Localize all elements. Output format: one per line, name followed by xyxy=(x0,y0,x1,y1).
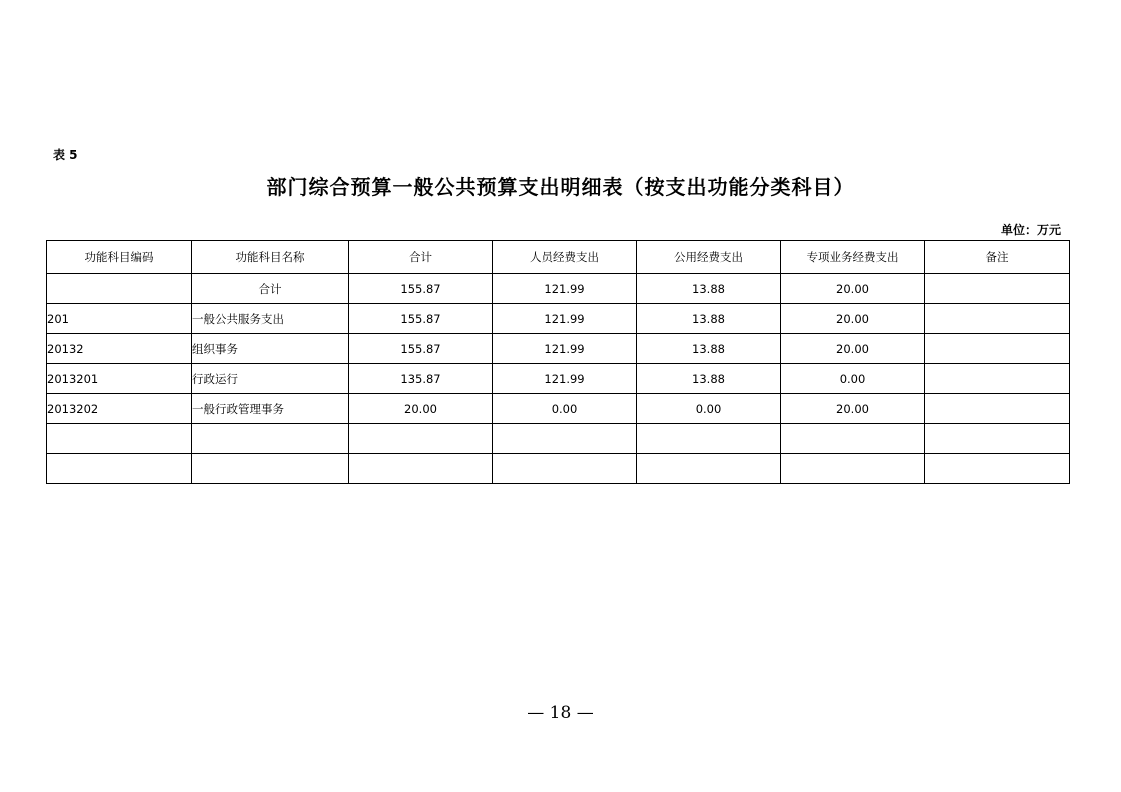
table-row-empty xyxy=(47,424,1070,454)
cell-code: 20132 xyxy=(47,334,192,364)
cell-name xyxy=(192,424,349,454)
cell-special: 20.00 xyxy=(781,304,925,334)
cell-total: 155.87 xyxy=(349,334,493,364)
table-row xyxy=(47,364,1070,394)
cell-note xyxy=(925,424,1070,454)
cell-personnel xyxy=(493,454,637,484)
cell-public: 13.88 xyxy=(637,364,781,394)
table-row-empty xyxy=(47,454,1070,484)
cell-note xyxy=(925,274,1070,304)
cell-personnel: 121.99 xyxy=(493,274,637,304)
cell-name: 行政运行 xyxy=(192,364,349,394)
cell-code xyxy=(47,424,192,454)
cell-name: 合计 xyxy=(192,274,349,304)
column-header-special: 专项业务经费支出 xyxy=(781,241,925,274)
cell-name: 组织事务 xyxy=(192,334,349,364)
cell-code: 2013201 xyxy=(47,364,192,394)
cell-special: 20.00 xyxy=(781,274,925,304)
cell-total xyxy=(349,454,493,484)
cell-note xyxy=(925,334,1070,364)
cell-note xyxy=(925,304,1070,334)
cell-special xyxy=(781,424,925,454)
cell-name xyxy=(192,454,349,484)
cell-special: 20.00 xyxy=(781,334,925,364)
cell-public: 13.88 xyxy=(637,274,781,304)
cell-code: 201 xyxy=(47,304,192,334)
column-header-total: 合计 xyxy=(349,241,493,274)
column-header-note: 备注 xyxy=(925,241,1070,274)
cell-personnel xyxy=(493,424,637,454)
cell-total: 20.00 xyxy=(349,394,493,424)
page-number: — 18 — xyxy=(527,703,594,723)
document-title: 部门综合预算一般公共预算支出明细表（按支出功能分类科目） xyxy=(266,175,855,199)
cell-special: 20.00 xyxy=(781,394,925,424)
table-row xyxy=(47,304,1070,334)
table-header-row xyxy=(47,241,1070,274)
cell-note xyxy=(925,394,1070,424)
table-number-label: 表 5 xyxy=(53,148,78,162)
cell-public xyxy=(637,424,781,454)
cell-public: 13.88 xyxy=(637,304,781,334)
column-header-public: 公用经费支出 xyxy=(637,241,781,274)
cell-special xyxy=(781,454,925,484)
table-row xyxy=(47,394,1070,424)
cell-total xyxy=(349,424,493,454)
column-header-code: 功能科目编码 xyxy=(47,241,192,274)
cell-code xyxy=(47,454,192,484)
cell-note xyxy=(925,364,1070,394)
cell-personnel: 121.99 xyxy=(493,304,637,334)
cell-code xyxy=(47,274,192,304)
cell-public: 0.00 xyxy=(637,394,781,424)
cell-total: 155.87 xyxy=(349,304,493,334)
cell-personnel: 121.99 xyxy=(493,334,637,364)
cell-public xyxy=(637,454,781,484)
column-header-name: 功能科目名称 xyxy=(192,241,349,274)
cell-code: 2013202 xyxy=(47,394,192,424)
cell-personnel: 0.00 xyxy=(493,394,637,424)
expenditure-detail-table xyxy=(46,240,1070,484)
cell-name: 一般行政管理事务 xyxy=(192,394,349,424)
cell-special: 0.00 xyxy=(781,364,925,394)
cell-note xyxy=(925,454,1070,484)
cell-personnel: 121.99 xyxy=(493,364,637,394)
table-row-total xyxy=(47,274,1070,304)
cell-total: 155.87 xyxy=(349,274,493,304)
cell-total: 135.87 xyxy=(349,364,493,394)
table-row xyxy=(47,334,1070,364)
cell-public: 13.88 xyxy=(637,334,781,364)
column-header-personnel: 人员经费支出 xyxy=(493,241,637,274)
unit-label: 单位：万元 xyxy=(1000,223,1061,237)
cell-name: 一般公共服务支出 xyxy=(192,304,349,334)
